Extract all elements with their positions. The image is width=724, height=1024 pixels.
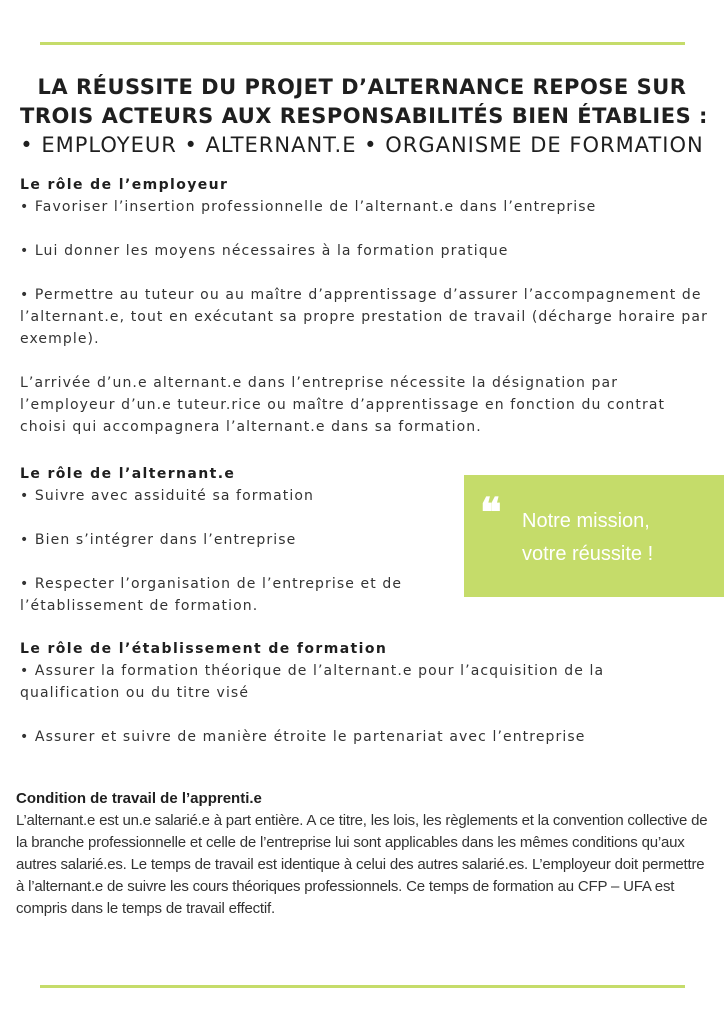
headline-line-3: • EMPLOYEUR • ALTERNANT.E • ORGANISME DE FORMATION [20, 133, 704, 157]
employer-item: • Permettre au tuteur ou au maître d’apprentissage d’assurer l’accompagnement de l’alternant.e, tout en exécutant sa propre prestation de travail (décharge horaire par exemple). [20, 287, 708, 347]
employer-item: • Favoriser l’insertion professionnelle de l’alternant.e dans l’entreprise [20, 199, 597, 215]
alternant-item: • Respecter l’organisation de l’entreprise et de l’établissement de formation. [20, 576, 403, 614]
etablissement-title: Le rôle de l’établissement de formation [20, 641, 388, 657]
employer-item: • Lui donner les moyens nécessaires à la formation pratique [20, 243, 509, 259]
page-headline [20, 73, 708, 160]
condition-section [16, 788, 716, 920]
quote-icon: ❝ [480, 489, 502, 536]
top-divider [40, 42, 685, 45]
employer-note: L’arrivée d’un.e alternant.e dans l’entreprise nécessite la désignation par l’employeur d’un.e tuteur.rice ou maître d’apprentissage en fonction du contrat choisi qui accompagnera l’alternant.e dans sa formation. [20, 375, 666, 435]
alternant-item: • Bien s’intégrer dans l’entreprise [20, 532, 297, 548]
employer-section [20, 174, 710, 438]
alternant-title: Le rôle de l’alternant.e [20, 466, 236, 482]
condition-title: Condition de travail de l’apprenti.e [16, 790, 262, 807]
etablissement-section [20, 638, 710, 748]
quote-line-1: Notre mission, [522, 510, 650, 532]
etablissement-item: • Assurer et suivre de manière étroite le partenariat avec l’entreprise [20, 729, 586, 745]
alternant-item: • Suivre avec assiduité sa formation [20, 488, 314, 504]
quote-line-2: votre réussite ! [522, 543, 654, 565]
headline-line-2: TROIS ACTEURS AUX RESPONSABILITÉS BIEN ÉTABLIES : [20, 104, 708, 128]
bottom-divider [40, 985, 685, 988]
etablissement-item: • Assurer la formation théorique de l’alternant.e pour l’acquisition de la qualification ou du titre visé [20, 663, 605, 701]
mission-quote-box [464, 475, 724, 597]
employer-title: Le rôle de l’employeur [20, 177, 229, 193]
condition-body: L’alternant.e est un.e salarié.e à part entière. A ce titre, les lois, les règlements et la convention collective de la branche professionnelle et celle de l’entreprise lui sont applicables dans les mêmes conditions qu’aux autres salarié.es. Le temps de travail est identique à celui des autres salarié.es. L’employeur doit permettre à l’alternant.e de suivre les cours théoriques professionnels. Ce temps de formation au CFP – UFA est compris dans le temps de travail effectif. [16, 812, 708, 917]
quote-text [522, 505, 653, 571]
headline-line-1: LA RÉUSSITE DU PROJET D’ALTERNANCE REPOSE SUR [37, 75, 687, 99]
alternant-section [20, 463, 450, 617]
